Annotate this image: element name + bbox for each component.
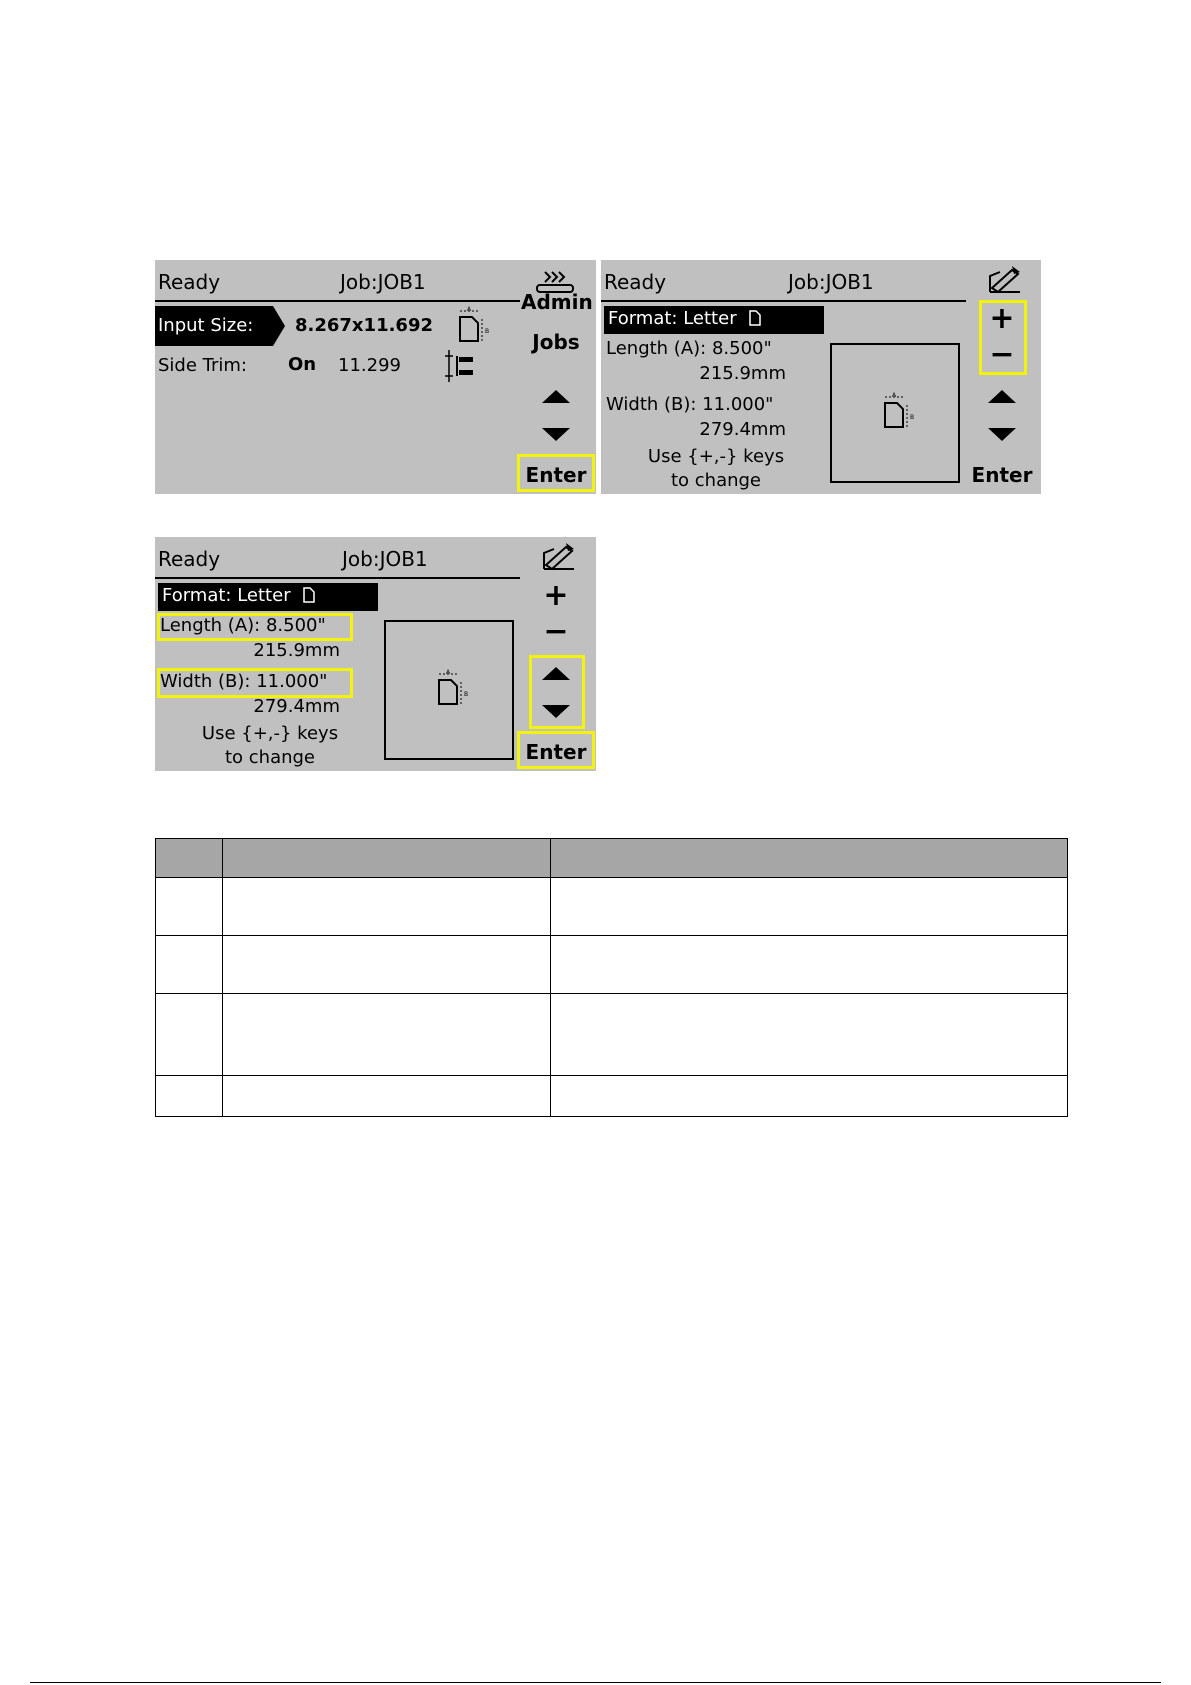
svg-text:A: A: [467, 306, 472, 313]
job-name: Job:JOB1: [788, 270, 874, 294]
side-trim-label: Side Trim:: [158, 355, 247, 376]
table-row: [156, 936, 1068, 994]
table-row: [156, 994, 1068, 1076]
header-cell: [551, 839, 1068, 878]
job-name: Job:JOB1: [340, 270, 426, 294]
document-icon: [302, 587, 316, 603]
header-cell: [223, 839, 551, 878]
enter-button[interactable]: Enter: [525, 740, 587, 764]
header-divider: [155, 300, 520, 302]
header-divider: [155, 577, 520, 579]
hint-line-1: Use {+,-} keys: [647, 446, 785, 467]
edit-pen-icon: [540, 541, 580, 573]
enter-highlight: [517, 731, 595, 769]
input-size-label: Input Size:: [158, 315, 254, 336]
svg-text:B: B: [910, 414, 915, 421]
arrow-down-icon[interactable]: [988, 428, 1016, 441]
side-trim-state: On: [288, 354, 317, 375]
hint-line-2: to change: [224, 747, 316, 768]
length-highlight: [157, 613, 353, 641]
length-mm: 215.9mm: [699, 363, 786, 384]
width-mm: 279.4mm: [699, 419, 786, 440]
arrows-highlight: [529, 655, 585, 729]
length-label: Length (A): 8.500": [606, 338, 772, 359]
document-dimension-icon: [450, 305, 490, 345]
width-label[interactable]: Width (B): 11.000": [160, 671, 328, 692]
svg-text:A: A: [892, 392, 897, 399]
header-cell: [156, 839, 223, 878]
edit-pen-icon: [986, 264, 1026, 296]
admin-button[interactable]: Admin: [521, 290, 593, 314]
bottom-rule: [30, 1682, 1161, 1683]
input-size-value: 8.267x11.692: [295, 315, 434, 336]
document-dimension-icon: [429, 668, 469, 708]
document-dimension-icon: [875, 391, 915, 431]
document-icon: [748, 310, 762, 326]
format-bar[interactable]: [158, 583, 378, 611]
hint-line-2: to change: [670, 470, 762, 491]
length-label[interactable]: Length (A): 8.500": [160, 615, 326, 636]
svg-text:B: B: [464, 691, 469, 698]
width-highlight: [157, 668, 353, 698]
svg-text:B: B: [485, 328, 490, 335]
table-row: [156, 878, 1068, 936]
screen-format-edit: [601, 260, 1041, 494]
paper-preview: [384, 620, 514, 760]
header-divider: [601, 300, 966, 302]
plus-minus-highlight: [979, 300, 1027, 375]
arrow-down-icon[interactable]: [542, 428, 570, 441]
paper-preview: [830, 343, 960, 483]
minus-button[interactable]: −: [989, 337, 1015, 372]
table-header-row: [156, 839, 1068, 878]
width-label: Width (B): 11.000": [606, 394, 774, 415]
status-text: Ready: [158, 547, 221, 571]
status-text: Ready: [158, 270, 221, 294]
instruction-table: [155, 838, 1068, 1117]
width-mm: 279.4mm: [253, 696, 340, 717]
enter-button[interactable]: Enter: [971, 463, 1033, 487]
enter-highlight: [517, 454, 595, 492]
jobs-button[interactable]: Jobs: [532, 330, 580, 354]
hint-line-1: Use {+,-} keys: [201, 723, 339, 744]
job-name: Job:JOB1: [342, 547, 428, 571]
plus-button[interactable]: +: [543, 578, 569, 613]
length-mm: 215.9mm: [253, 640, 340, 661]
side-trim-value: 11.299: [338, 355, 401, 376]
svg-text:A: A: [446, 669, 451, 676]
format-label: Format: Letter: [608, 308, 737, 329]
arrow-up-icon[interactable]: [542, 390, 570, 403]
status-text: Ready: [604, 270, 667, 294]
side-trim-icon: [441, 346, 481, 386]
format-label: Format: Letter: [162, 585, 291, 606]
format-bar[interactable]: [604, 306, 824, 334]
screen-main-menu: [155, 260, 596, 494]
minus-button[interactable]: −: [543, 614, 569, 649]
arrow-up-icon[interactable]: [988, 390, 1016, 403]
table-row: [156, 1076, 1068, 1117]
plus-button[interactable]: +: [989, 301, 1015, 336]
enter-button[interactable]: Enter: [525, 463, 587, 487]
screen-format-navigate: [155, 537, 596, 771]
